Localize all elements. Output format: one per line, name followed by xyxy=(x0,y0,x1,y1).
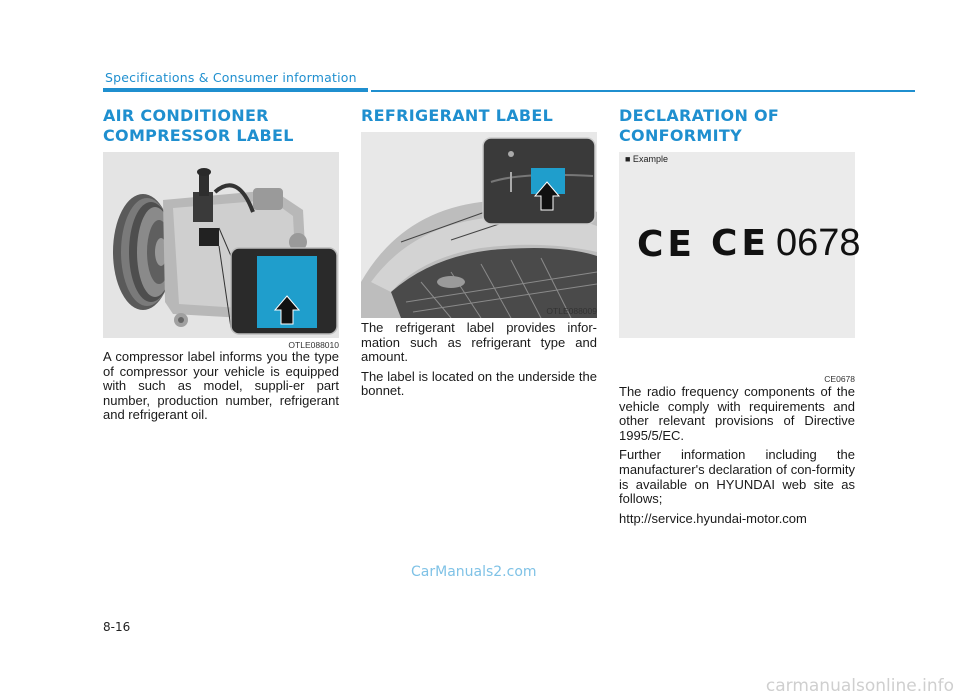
notified-body-number: 0678 xyxy=(776,222,861,264)
compressor-description: A compressor label informs you the type of compressor your vehicle is equipped with such as model, suppli-er part number, production number, refrigerant and refrigerant oil. xyxy=(103,349,339,423)
refrigerant-title: REFRIGERANT LABEL xyxy=(361,106,554,125)
watermark-carmanualsonline[interactable]: carmanualsonline.info xyxy=(765,676,954,696)
watermark-carmanuals2[interactable]: CarManuals2.com xyxy=(411,564,537,580)
header-rule-thick xyxy=(103,88,368,92)
declaration-section xyxy=(619,106,861,531)
declaration-description: The radio frequency components of the vehicle comply with requirements and other relevant provisions of Directive 1995/5/EC. Further information including the manufacturer's declaration of con-formity is available on HYUNDAI web site as follows; http://service.hyundai-motor.com xyxy=(619,384,855,526)
ce-mark-small: CE xyxy=(637,224,697,265)
declaration-title: DECLARATION OF CONFORMITY xyxy=(619,106,780,145)
header-rule-thin xyxy=(371,90,915,92)
section-header xyxy=(103,68,915,94)
figure-code: OTLE088010 xyxy=(288,340,339,350)
ce-marking-figure xyxy=(619,152,861,338)
refrigerant-illustration xyxy=(361,132,597,318)
car-front-image xyxy=(361,132,597,318)
hyundai-service-link[interactable]: http://service.hyundai-motor.com xyxy=(619,510,807,526)
compressor-title: AIR CONDITIONER COMPRESSOR LABEL xyxy=(103,106,294,145)
compressor-illustration xyxy=(103,152,339,338)
page-number: 8-16 xyxy=(103,620,131,634)
refrigerant-description: The refrigerant label provides infor-mation such as refrigerant type and amount. The label is located on the underside the bonnet. xyxy=(361,320,597,399)
figure-code: OTLE088009 xyxy=(546,306,597,316)
figure-code: CE0678 xyxy=(824,374,855,384)
header-title: Specifications & Consumer information xyxy=(105,70,357,85)
ce-mark-with-number xyxy=(711,222,861,265)
compressor-label-section xyxy=(103,106,339,428)
example-note: ■ Example xyxy=(625,154,668,164)
compressor-image xyxy=(103,152,339,338)
ce-mark-large: CE xyxy=(711,223,771,264)
refrigerant-label-section xyxy=(361,106,597,404)
